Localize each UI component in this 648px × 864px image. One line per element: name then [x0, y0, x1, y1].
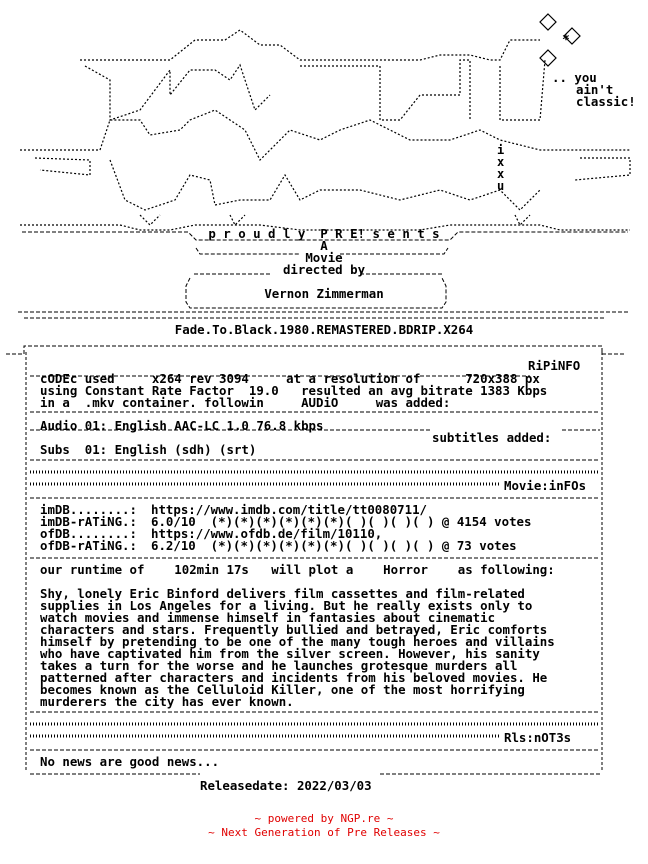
codec-line: cODEc used x264 rev 3094 at a resolution of 720x388 px [40, 371, 540, 386]
ripinfo-section-label: RiPiNFO [528, 358, 581, 373]
presents-directed-by: directed by [282, 262, 366, 277]
rlsnotes-section-label: Rls:nOT3s [504, 730, 572, 745]
ofdb-url[interactable]: https://www.ofdb.de/film/10110, [151, 526, 383, 541]
footer-tagline: ~ Next Generation of Pre Releases ~ [208, 826, 440, 839]
presents-movie: Movie [305, 250, 343, 265]
imdb-label: imDB........: [40, 502, 137, 517]
container-line: in a .mkv container. followin AUDiO was added: [40, 395, 451, 410]
imdb-url[interactable]: https://www.imdb.com/title/tt0080711/ [151, 502, 428, 517]
director-name: Vernon Zimmerman [264, 286, 384, 301]
plot-line: himself by pretending to be one of the many tough heroes and villains [40, 634, 555, 649]
footer-powered-by[interactable]: ~ powered by NGP.re ~ [254, 812, 394, 825]
rlsnotes-text: No news are good news... [40, 754, 220, 769]
banner-frame [0, 220, 648, 330]
plot-line: patterned after characters and incidents from his beloved movies. He [40, 670, 548, 685]
svg-text:u: u [497, 179, 505, 193]
movieinfo-section-label: Movie:inFOs [504, 478, 587, 493]
tagline-you: .. you [552, 70, 597, 85]
svg-text:x: x [497, 167, 505, 181]
imdb-rating-label: imDB-rATiNG.: [40, 514, 137, 529]
tagline-aint: ain't [576, 82, 614, 97]
plot-line: Shy, lonely Eric Binford delivers film cassettes and film-related [40, 586, 525, 601]
imdb-rating: 6.0/10 (*)(*)(*)(*)(*)(*)( )( )( )( ) @ 4154 votes [151, 514, 532, 529]
plot-line: murderers the city has ever known. [40, 694, 294, 709]
ofdb-rating-label: ofDB-rATiNG.: [40, 538, 137, 553]
audio-line: Audio 01: English AAC-LC 1.0 76.8 kbps [40, 418, 324, 433]
crf-line: using Constant Rate Factor 19.0 resulted an avg bitrate 1383 Kbps [40, 383, 548, 398]
subs-line: Subs 01: English (sdh) (srt) [40, 442, 257, 457]
plot-line: becomes known as the Celluloid Killer, one of the most horrifying [40, 682, 525, 697]
plot-line: who have captivated him from the silver screen. However, his sanity [40, 646, 540, 661]
release-date: Releasedate: 2022/03/03 [200, 778, 372, 793]
svg-text:i: i [497, 143, 505, 157]
runtime-line: our runtime of 102min 17s will plot a Horror as following: [40, 562, 555, 577]
presents-a: A [320, 238, 328, 253]
presents-line: p r o u d l y P R E! s e n t s [208, 226, 440, 241]
plot-line: supplies in Los Angeles for a living. But he really exists only to [40, 598, 533, 613]
tagline-classic: classic! [576, 94, 636, 109]
star-icon: * [562, 33, 570, 48]
plot-line: takes a turn for the worse and he launches grotesque murders all [40, 658, 518, 673]
plot-line: watch movies and immense himself in fantasies about cinematic [40, 610, 496, 625]
svg-text:x: x [497, 155, 505, 169]
ofdb-rating: 6.2/10 (*)(*)(*)(*)(*)(*)( )( )( )( ) @ 73 votes [151, 538, 517, 553]
plot-line: characters and stars. Frequently bullied and betrayed, Eric comforts [40, 622, 548, 637]
release-name: Fade.To.Black.1980.REMASTERED.BDRIP.X264 [174, 322, 474, 337]
ofdb-label: ofDB........: [40, 526, 137, 541]
subtitles-label: subtitles added: [432, 430, 552, 445]
